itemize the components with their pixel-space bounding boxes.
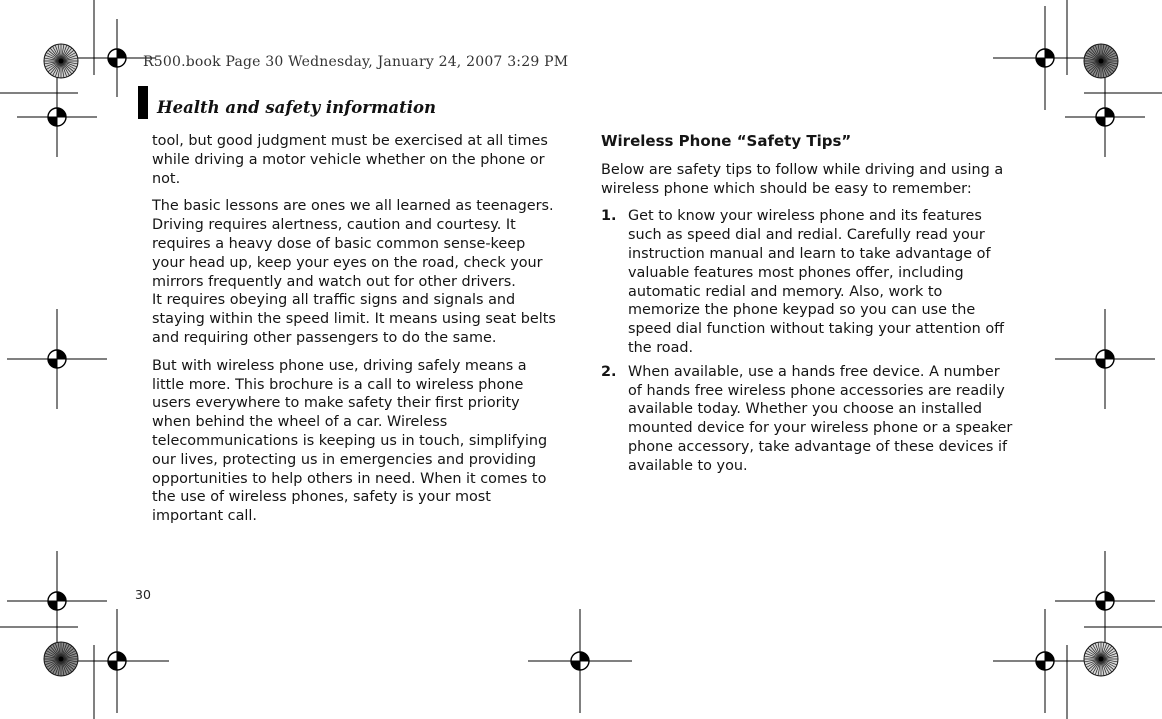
paragraph: tool, but good judgment must be exercised at all times while driving a motor vehicle whether on the phone or not. bbox=[152, 133, 548, 187]
section-heading: Wireless Phone “Safety Tips” bbox=[601, 132, 852, 150]
list-item bbox=[601, 363, 1013, 476]
intro-paragraph: Below are safety tips to follow while driving and using a wireless phone which should be easy to remember: bbox=[601, 161, 1004, 197]
list-item-number: 1. bbox=[601, 208, 617, 225]
print-slug-line: R500.book Page 30 Wednesday, January 24, 2007 3:29 PM bbox=[143, 54, 569, 70]
page-number: 30 bbox=[135, 587, 151, 602]
right-column bbox=[601, 132, 1013, 481]
section-header-title: Health and safety information bbox=[157, 98, 437, 117]
left-column bbox=[152, 132, 562, 535]
star-center bbox=[1099, 657, 1104, 662]
paragraph: The basic lessons are ones we all learned as teenagers. Driving requires alertness, caution and courtesy. It requires a heavy dose of basic common sense-keep your head up, keep your eyes on the road, check your mirrors frequently and watch out for other drivers. bbox=[152, 198, 554, 290]
header-bar bbox=[138, 86, 148, 119]
star-center bbox=[1099, 59, 1104, 64]
list-item-text: Get to know your wireless phone and its features such as speed dial and redial. Carefully read your instruction manual and learn to take advantage of valuable features most phones offer, including automatic redial and memory. Also, work to memorize the phone keypad so you can use the speed dial function without taking your attention off the road. bbox=[628, 208, 1005, 356]
list-item-text: When available, use a hands free device. A number of hands free wireless phone accessories are readily available today. Whether you choose an installed mounted device for your wireless phone or a speaker phone accessory, take advantage of these devices if available to you. bbox=[628, 363, 1013, 474]
list-item bbox=[601, 207, 1013, 357]
star-center bbox=[59, 59, 64, 64]
star-center bbox=[59, 657, 64, 662]
list-item-number: 2. bbox=[601, 363, 617, 380]
paragraph: But with wireless phone use, driving safely means a little more. This brochure is a call to wireless phone users everywhere to make safety their first priority when behind the wheel of a car. Wireless telecommunications is keeping us in touch, simplifying our lives, protecting us in emergencies and providing opportunities to help others in need. When it comes to the use of wireless phones, safety is your most important call. bbox=[152, 357, 548, 525]
paragraph: It requires obeying all traffic signs and signals and staying within the speed limit. It means using seat belts and requiring other passengers to do the same. bbox=[152, 292, 556, 346]
